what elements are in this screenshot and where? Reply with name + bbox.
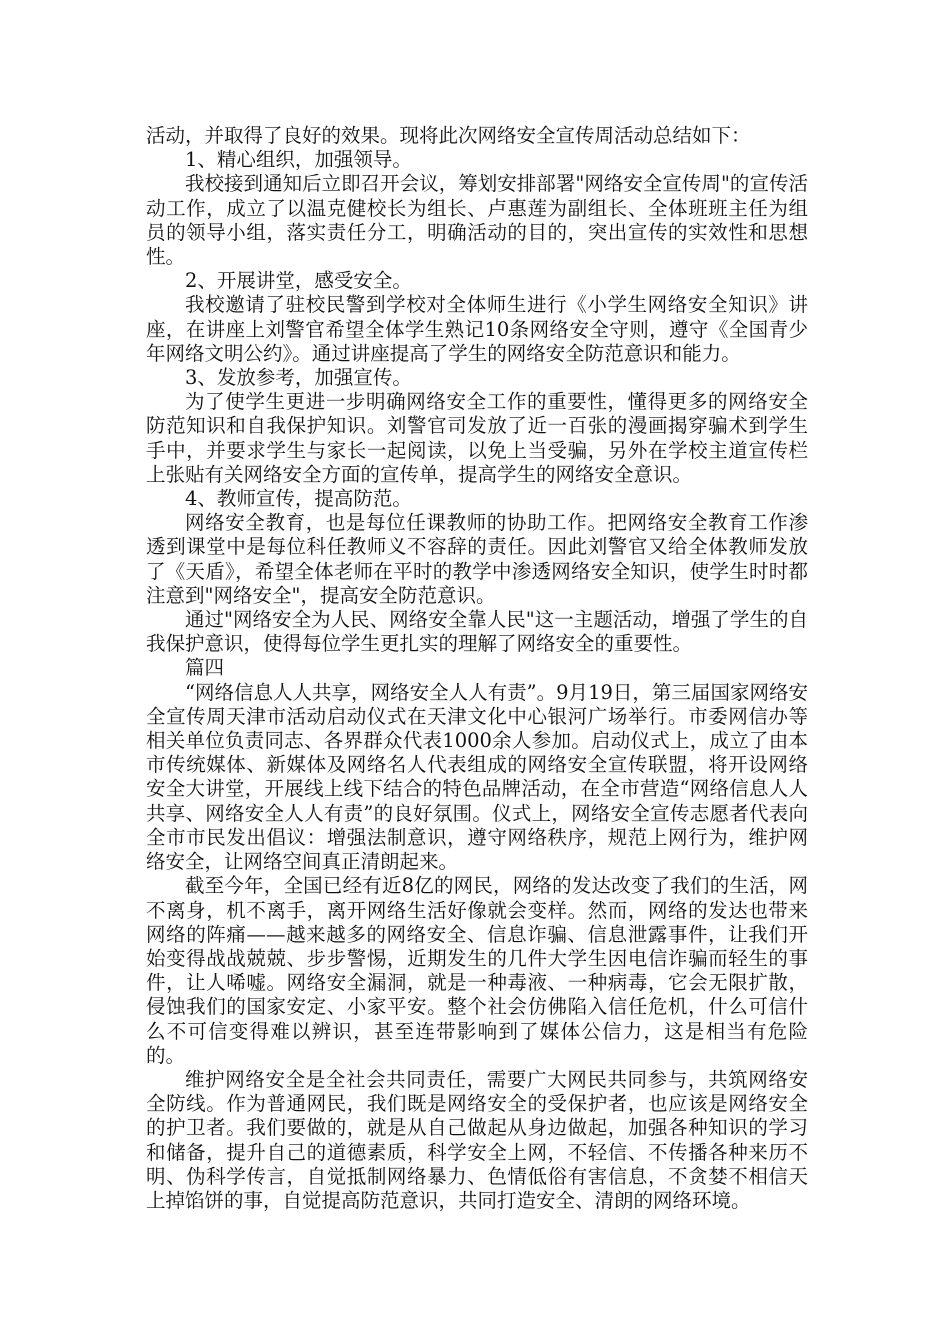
paragraph-continuation: 活动，并取得了良好的效果。现将此次网络安全宣传周活动总结如下： [146, 124, 751, 147]
paragraph: 截至今年，全国已经有近8亿的网民，网络的发达改变了我们的生活，网不离身，机不离手，离开网络生活好像就会变样。然而，网络的发达也带来网络的阵痛——越来越多的网络安全、信息诈骗、信息泄露事件，让我们开始变得战战兢兢、步步警惕，近期发生的几件大学生因电信诈骗而轻生的事件，让人唏嘘。网络安全漏洞，就是一种毒液、一种病毒，它会无限扩散，侵蚀我们的国家安定、小家平安。整个社会仿佛陷入信任危机，什么可信什么不可信变得难以辨识，甚至连带影响到了媒体公信力，这是相当有危险的。 [146, 874, 808, 1067]
section-heading-1: 1、精心组织，加强领导。 [185, 148, 412, 172]
section-heading-2: 2、开展讲堂，感受安全。 [185, 269, 412, 293]
paragraph: 我校邀请了驻校民警到学校对全体师生进行《小学生网络安全知识》讲座，在讲座上刘警官希望全体学生熟记10条网络安全守则，遵守《全国青少年网络文明公约》。通过讲座提高了学生的网络安全防范意识和能力。 [146, 293, 808, 365]
section-heading-4: 4、教师宣传，提高防范。 [185, 487, 412, 511]
paragraph: 通过"网络安全为人民、网络安全靠人民"这一主题活动，增强了学生的自我保护意识，使得每位学生更扎实的理解了网络安全的重要性。 [146, 608, 808, 656]
section-heading-3: 3、发放参考，加强宣传。 [185, 366, 412, 390]
paragraph: “网络信息人人共享，网络安全人人有责”。9月19日，第三届国家网络安全宣传周天津市活动启动仪式在天津文化中心银河广场举行。市委网信办等相关单位负责同志、各界群众代表1000余人参加。启动仪式上，成立了由本市传统媒体、新媒体及网络名人代表组成的网络安全宣传联盟，将开设网络安全大讲堂，开展线上线下结合的特色品牌活动，在全市营造“网络信息人人共享、网络安全人人有责”的良好氛围。仪式上，网络安全宣传志愿者代表向全市市民发出倡议：增强法制意识，遵守网络秩序，规范上网行为，维护网络安全，让网络空间真正清朗起来。 [146, 680, 808, 874]
paragraph: 为了使学生更进一步明确网络安全工作的重要性，懂得更多的网络安全防范知识和自我保护知识。刘警官司发放了近一百张的漫画揭穿骗术到学生手中，并要求学生与家长一起阅读，以免上当受骗，另外在学校主道宣传栏上张贴有关网络安全方面的宣传单，提高学生的网络安全意识。 [146, 390, 808, 486]
paragraph: 我校接到通知后立即召开会议，筹划安排部署"网络安全宣传周"的宣传活动工作，成立了以温克健校长为组长、卢惠莲为副组长、全体班班主任为组员的领导小组，落实责任分工，明确活动的目的，突出宣传的实效性和思想性。 [146, 172, 808, 269]
document-body [146, 124, 808, 1213]
paragraph: 网络安全教育，也是每位任课教师的协助工作。把网络安全教育工作渗透到课堂中是每位科任教师义不容辞的责任。因此刘警官又给全体教师发放了《天盾》，希望全体老师在平时的教学中渗透网络安全知识，使学生时时都注意到"网络安全"，提高安全防范意识。 [146, 511, 808, 607]
chapter-heading: 篇四 [185, 656, 225, 680]
paragraph: 维护网络安全是全社会共同责任，需要广大网民共同参与，共筑网络安全防线。作为普通网民，我们既是网络安全的受保护者，也应该是网络安全的护卫者。我们要做的，就是从自己做起从身边做起，加强各种知识的学习和储备，提升自己的道德素质，科学安全上网，不轻信、不传播各种来历不明、伪科学传言，自觉抵制网络暴力、色情低俗有害信息，不贪婪不相信天上掉馅饼的事，自觉提高防范意识，共同打造安全、清朗的网络环境。 [146, 1067, 808, 1212]
